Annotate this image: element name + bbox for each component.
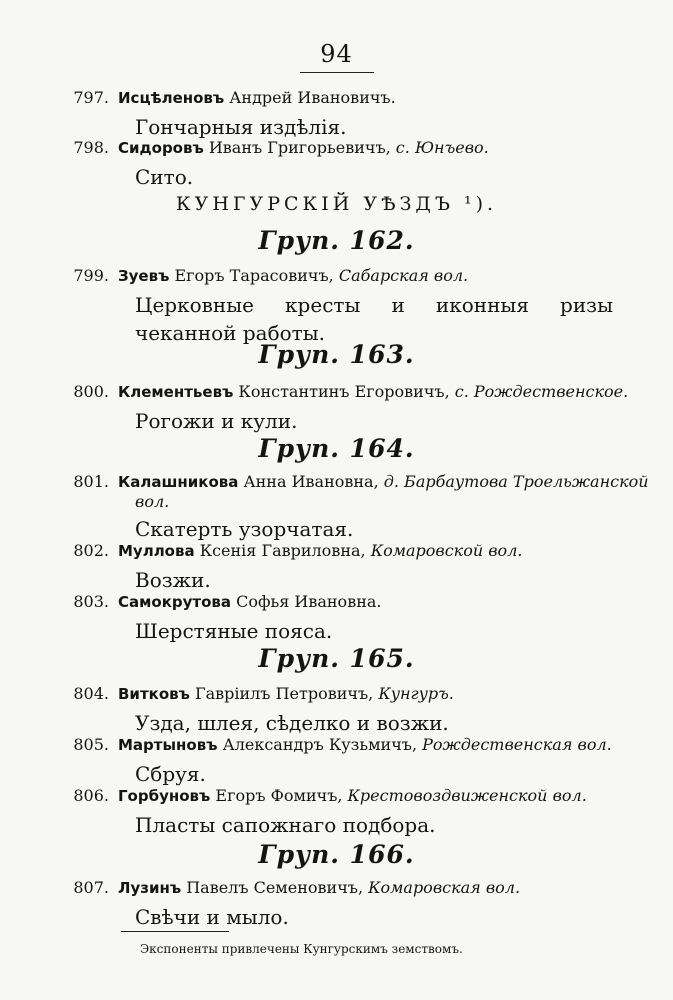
exhibit-product: Шерстяные пояса.: [135, 619, 333, 643]
exhibitor-surname: Исцѣленовъ: [118, 89, 225, 107]
exhibitor-place: Рождественская вол.: [417, 735, 612, 754]
exhibitor-surname: Лузинъ: [118, 879, 182, 897]
exhibitor-surname: Муллова: [118, 542, 195, 560]
exhibitor-place: Крестовоздвиженской вол.: [342, 786, 587, 805]
exhibitor-surname: Горбуновъ: [118, 787, 211, 805]
exhibitor-surname: Витковъ: [118, 685, 190, 703]
exhibitor-given-names: Александръ Кузьмичъ,: [217, 735, 418, 754]
exhibitor-given-names: Павелъ Семеновичъ,: [181, 878, 364, 897]
exhibit-product: Гончарныя издѣлія.: [135, 115, 347, 139]
exhibit-product: Пласты сапожнаго подбора.: [135, 813, 436, 837]
entry-number: 799.: [73, 266, 109, 285]
exhibitor-place-continued: вол.: [135, 492, 170, 511]
exhibitor-given-names: Егоръ Фомичъ,: [210, 786, 343, 805]
district-heading: КУНГУРСКІЙ УѢЗДЪ ¹).: [175, 193, 498, 215]
footnote-rule: [121, 931, 229, 932]
exhibitor-given-names: Егоръ Тарасовичъ,: [169, 266, 334, 285]
exhibitor-given-names: Константинъ Егоровичъ,: [233, 382, 450, 401]
entry-number: 803.: [73, 592, 109, 611]
entry-number: 805.: [73, 735, 109, 754]
exhibit-product: Церковные кресты и иконныя ризы чеканной работы.: [135, 293, 613, 345]
group-heading-163: Груп. 163.: [258, 340, 415, 369]
entry-number: 801.: [73, 472, 109, 491]
exhibitor-surname: Самокрутова: [118, 593, 232, 611]
exhibit-product: Узда, шлея, сѣделко и возжи.: [135, 711, 449, 735]
entry-number: 800.: [73, 382, 109, 401]
exhibit-product: Скатерть узорчатая.: [135, 517, 354, 541]
catalog-entry-802: [0, 541, 673, 594]
exhibitor-surname: Мартыновъ: [118, 736, 218, 754]
exhibitor-surname: Сидоровъ: [118, 139, 204, 157]
exhibitor-place: Кунгуръ.: [373, 684, 454, 703]
exhibitor-place: д. Барбаутова Троельжанской: [378, 472, 649, 491]
catalog-entry-804: [0, 684, 673, 737]
entry-number: 802.: [73, 541, 109, 560]
exhibitor-given-names: Иванъ Григорьевичъ,: [203, 138, 391, 157]
group-heading-164: Груп. 164.: [258, 434, 415, 463]
group-heading-166: Груп. 166.: [258, 840, 415, 869]
catalog-entry-807: [0, 878, 673, 931]
catalog-entry-803: [0, 592, 673, 645]
exhibit-product: Свѣчи и мыло.: [135, 905, 289, 929]
exhibitor-place: с. Юнъево.: [390, 138, 489, 157]
group-heading-165: Груп. 165.: [258, 644, 415, 673]
page-number: 94: [320, 40, 353, 68]
exhibitor-place: с. Рождественское.: [449, 382, 629, 401]
group-heading-162: Груп. 162.: [258, 226, 415, 255]
exhibitor-given-names: Ксенія Гавриловна,: [194, 541, 366, 560]
catalog-entry-800: [0, 382, 673, 435]
exhibitor-place: Комаровская вол.: [363, 878, 521, 897]
exhibit-product: Рогожи и кули.: [135, 409, 298, 433]
catalog-entry-799: [0, 266, 673, 347]
catalog-entry-798: [0, 138, 673, 191]
entry-number: 798.: [73, 138, 109, 157]
exhibitor-surname: Клементьевъ: [118, 383, 234, 401]
exhibit-product: Сито.: [135, 165, 194, 189]
exhibitor-given-names: Анна Ивановна,: [238, 472, 379, 491]
exhibit-product: Возжи.: [135, 568, 211, 592]
exhibitor-place: Комаровской вол.: [365, 541, 523, 560]
footnote: Экспоненты привлечены Кунгурскимъ земствомъ.: [140, 942, 463, 956]
entry-number: 797.: [73, 88, 109, 107]
entry-number: 807.: [73, 878, 109, 897]
entry-number: 806.: [73, 786, 109, 805]
catalog-entry-797: [0, 88, 673, 141]
exhibit-product: Сбруя.: [135, 762, 206, 786]
exhibitor-place: Сабарская вол.: [333, 266, 469, 285]
catalog-entry-805: [0, 735, 673, 788]
catalog-entry-801: [0, 472, 673, 543]
exhibitor-given-names: Софья Ивановна.: [231, 592, 382, 611]
page-number-rule: [300, 72, 374, 73]
exhibitor-surname: Калашникова: [118, 473, 239, 491]
exhibitor-given-names: Гавріилъ Петровичъ,: [189, 684, 374, 703]
exhibitor-given-names: Андрей Ивановичъ.: [224, 88, 396, 107]
catalog-entry-806: [0, 786, 673, 839]
entry-number: 804.: [73, 684, 109, 703]
exhibitor-surname: Зуевъ: [118, 267, 170, 285]
